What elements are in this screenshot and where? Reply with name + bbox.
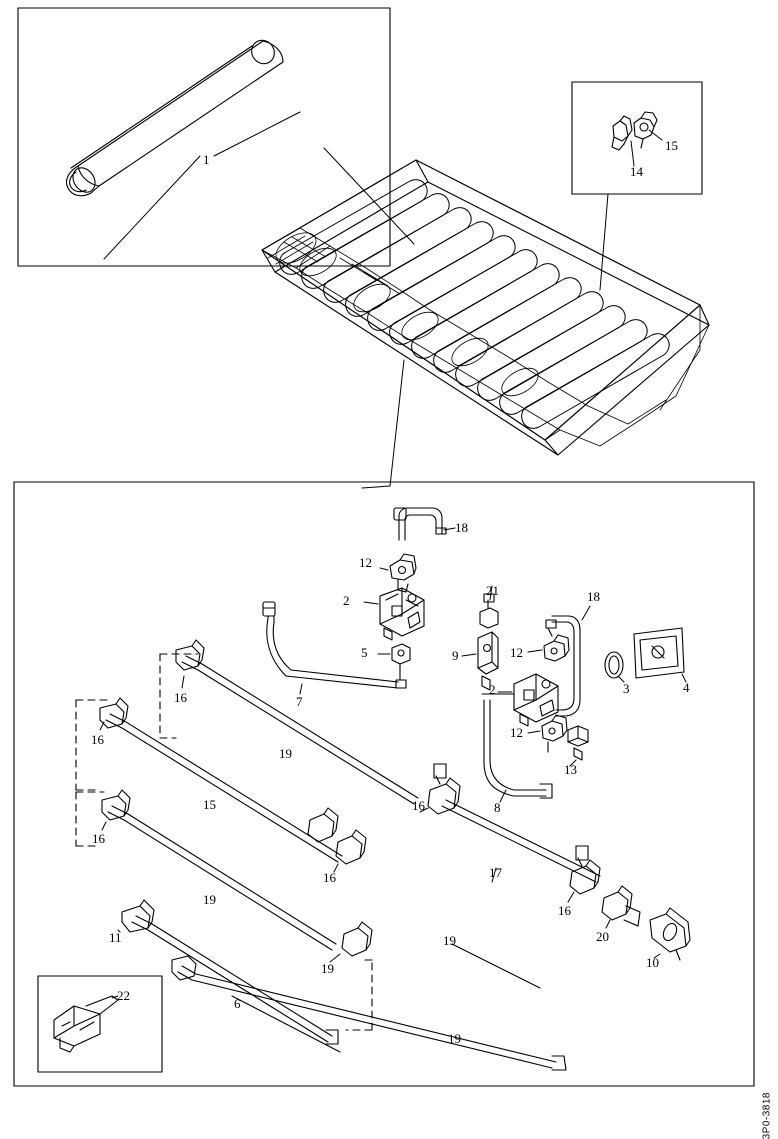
callout-21: 21 (486, 583, 499, 598)
callout-16-f: 16 (558, 903, 571, 918)
callout-16-d: 16 (92, 831, 105, 846)
callout-1: 1 (203, 152, 210, 167)
callout-15: 15 (665, 138, 678, 153)
callout-8: 8 (494, 800, 501, 815)
fitting-12-right-upper (544, 620, 569, 661)
leader-assembly-to-main (390, 360, 404, 486)
callout-16-center: 16 (412, 798, 425, 813)
valve-block-2-left (380, 588, 424, 640)
coupler-16-mid-3 (342, 922, 372, 956)
leader-9 (462, 654, 476, 656)
leader-14 (631, 141, 634, 166)
leader-inset-top-right (600, 194, 608, 290)
callout-7: 7 (296, 694, 303, 709)
callout-18-top: 18 (455, 520, 468, 535)
leader-12-right-lower (528, 731, 540, 733)
leader-1 (104, 156, 200, 259)
leader-16-a (182, 676, 184, 688)
fitting-12-top (390, 554, 416, 592)
callout-16-a: 16 (174, 690, 187, 705)
drawing-code: 3P0-3818 (761, 1092, 772, 1139)
leader-12-top (380, 568, 388, 570)
fitting-21 (480, 594, 498, 628)
leader-12-right-upper (528, 650, 542, 652)
leader-16-right (568, 892, 574, 902)
callout-12-top: 12 (359, 555, 372, 570)
leader-7 (300, 684, 302, 694)
leader-2-left (364, 602, 378, 604)
callout-18-right: 18 (587, 589, 600, 604)
callout-10: 10 (646, 955, 659, 970)
hose-run-16-c (102, 790, 336, 950)
hose-run-16-a (176, 640, 418, 804)
leader-roller-to-deck (324, 148, 414, 244)
callout-13: 13 (564, 762, 577, 777)
callout-19-c: 19 (443, 933, 456, 948)
leader-16-c (102, 822, 106, 830)
fitting-20 (602, 886, 640, 926)
roller-conveyor-assembly (262, 160, 709, 455)
fitting-10 (650, 908, 690, 960)
callout-2-right: 2 (489, 682, 496, 697)
callout-16-e: 16 (323, 870, 336, 885)
leader-20 (606, 920, 610, 928)
callout-12-right-lower: 12 (510, 725, 523, 740)
leader-assembly-to-main-b (362, 486, 390, 488)
callout-5: 5 (361, 645, 368, 660)
callout-11: 11 (109, 930, 122, 945)
fitting-12-right-lower (542, 715, 567, 752)
callout-22: 22 (117, 988, 130, 1003)
callout-16-b: 16 (91, 732, 104, 747)
hose-run-6 (232, 996, 340, 1052)
callout-4: 4 (683, 680, 690, 695)
callout-19-e: 19 (448, 1031, 461, 1046)
callout-15-b: 15 (203, 797, 216, 812)
callout-14: 14 (630, 164, 643, 179)
hose-run-16-b (100, 698, 342, 862)
inset-part-22 (54, 996, 118, 1052)
callout-2-left: 2 (343, 593, 350, 608)
callout-20: 20 (596, 929, 609, 944)
callout-19-b: 19 (203, 892, 216, 907)
hose-7 (263, 602, 398, 688)
hose-run-19-right (452, 944, 540, 988)
callout-6: 6 (234, 996, 241, 1011)
callout-9: 9 (452, 648, 459, 663)
callout-17: 17 (489, 865, 502, 880)
callout-3: 3 (623, 681, 630, 696)
hose-run-11 (122, 900, 338, 1044)
plate-4 (634, 628, 684, 678)
fitting-13 (568, 726, 588, 760)
callout-19-a: 19 (279, 746, 292, 761)
coupler-16-mid-2 (336, 830, 366, 864)
hose-18-top (394, 508, 446, 540)
leader-18-right (582, 606, 590, 620)
callout-19-d: 19 (321, 961, 334, 976)
seal-ring-3 (605, 652, 623, 678)
fitting-16-right (570, 846, 600, 894)
roller-part-1 (66, 36, 283, 196)
hose-18-right (552, 616, 580, 716)
top-left-panel-frame (18, 8, 390, 266)
leader-1b (214, 112, 300, 156)
dashed-bracket-right-bottom (346, 960, 372, 1030)
leader-16-b (100, 722, 104, 730)
callout-12-right-upper: 12 (510, 645, 523, 660)
coupler-16-mid-1 (308, 808, 338, 842)
